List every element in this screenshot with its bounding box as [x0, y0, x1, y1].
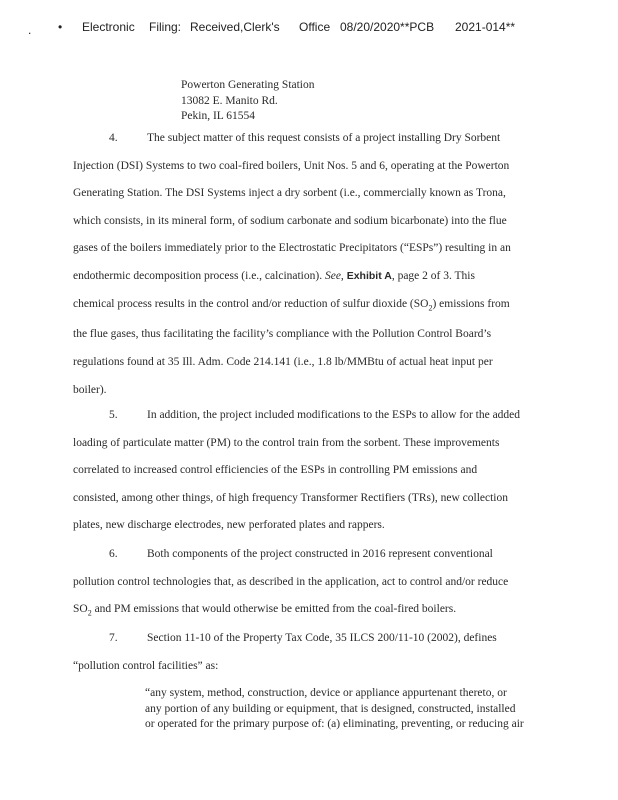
header-date: 08/20/2020**PCB: [340, 20, 435, 34]
paragraph-line: which consists, in its mineral form, of sodium carbonate and sodium bicarbonate) into the flue: [73, 214, 507, 227]
paragraph-line: “pollution control facilities” as:: [73, 659, 219, 672]
paragraph-number: 5.: [109, 409, 118, 421]
paragraph-line: Injection (DSI) Systems to two coal-fired boilers, Unit Nos. 5 and 6, operating at the Powerton: [73, 159, 510, 172]
address-line: Powerton Generating Station: [181, 79, 315, 91]
paragraph-number: 4.: [109, 132, 118, 144]
paragraph-line: endothermic decomposition process (i.e., calcination). See, Exhibit A, page 2 of 3. This: [73, 269, 475, 282]
quote-line: “any system, method, construction, device or appliance appurtenant thereto, or: [145, 687, 507, 699]
paragraph-line: consisted, among other things, of high frequency Transformer Rectifiers (TRs), new collection: [73, 491, 508, 504]
paragraph-line: regulations found at 35 Ill. Adm. Code 214.141 (i.e., 1.8 lb/MMBtu of actual heat input per: [73, 356, 493, 369]
paragraph-number: 7.: [109, 632, 118, 644]
paragraph-line: 6. Both components of the project constructed in 2016 represent conventional: [73, 541, 543, 569]
paragraph-6: [73, 541, 543, 627]
address-block: [181, 78, 315, 125]
address-line: Pekin, IL 61554: [181, 110, 255, 122]
paragraph-line: 4. The subject matter of this request consists of a project installing Dry Sorbent: [73, 125, 543, 153]
paragraph-7: [73, 625, 543, 680]
header-case-number: 2021-014**: [455, 20, 516, 34]
header-electronic: Electronic: [82, 20, 135, 34]
paragraph-line: Generating Station. The DSI Systems inject a dry sorbent (i.e., commercially known as Trona,: [73, 187, 506, 200]
paragraph-line: $SO_2$ and PM emissions that would otherwise be emitted from the coal-fired boilers.: [73, 603, 457, 618]
paragraph-line: correlated to increased control efficiencies of the ESPs in controlling PM emissions and: [73, 464, 478, 477]
paragraph-5: [73, 402, 543, 540]
header-bullet: •: [58, 20, 63, 34]
paragraph-line: 7. Section 11-10 of the Property Tax Code, 35 ILCS 200/11-10 (2002), defines: [73, 625, 543, 653]
paragraph-line: the flue gases, thus facilitating the facility’s compliance with the Pollution Control Board’s: [73, 328, 492, 341]
quote-line: any portion of any building or equipment, that is designed, constructed, installed: [145, 702, 516, 715]
paragraph-line: plates, new discharge electrodes, new perforated plates and rappers.: [73, 519, 385, 532]
header-office: Office: [299, 20, 331, 34]
block-quote: [145, 686, 545, 733]
paragraph-line: loading of particulate matter (PM) to the control train from the sorbent. These improvements: [73, 436, 500, 449]
paragraph-line: 5. In addition, the project included modifications to the ESPs to allow for the added: [73, 402, 543, 430]
paragraph-line: gases of the boilers immediately prior to the Electrostatic Precipitators (“ESPs”) resulting in an: [73, 242, 511, 255]
exhibit-reference: Exhibit A: [346, 269, 392, 282]
paragraph-line: chemical process results in the control and/or reduction of sulfur dioxide $(SO_2)$ emissions from: [73, 297, 510, 312]
paragraph-line: boiler).: [73, 383, 107, 396]
citation-signal: See,: [324, 269, 344, 282]
paragraph-4: [73, 125, 543, 404]
header-filing: Filing:: [149, 20, 182, 34]
address-line: 13082 E. Manito Rd.: [181, 94, 278, 107]
paragraph-line: pollution control technologies that, as described in the application, act to control and/or reduce: [73, 575, 509, 588]
quote-line: or operated for the primary purpose of: (a) eliminating, preventing, or reducing air: [145, 718, 524, 731]
header-received: Received,Clerk's: [190, 20, 280, 34]
header-mark: .: [28, 23, 32, 37]
paragraph-number: 6.: [109, 548, 118, 560]
